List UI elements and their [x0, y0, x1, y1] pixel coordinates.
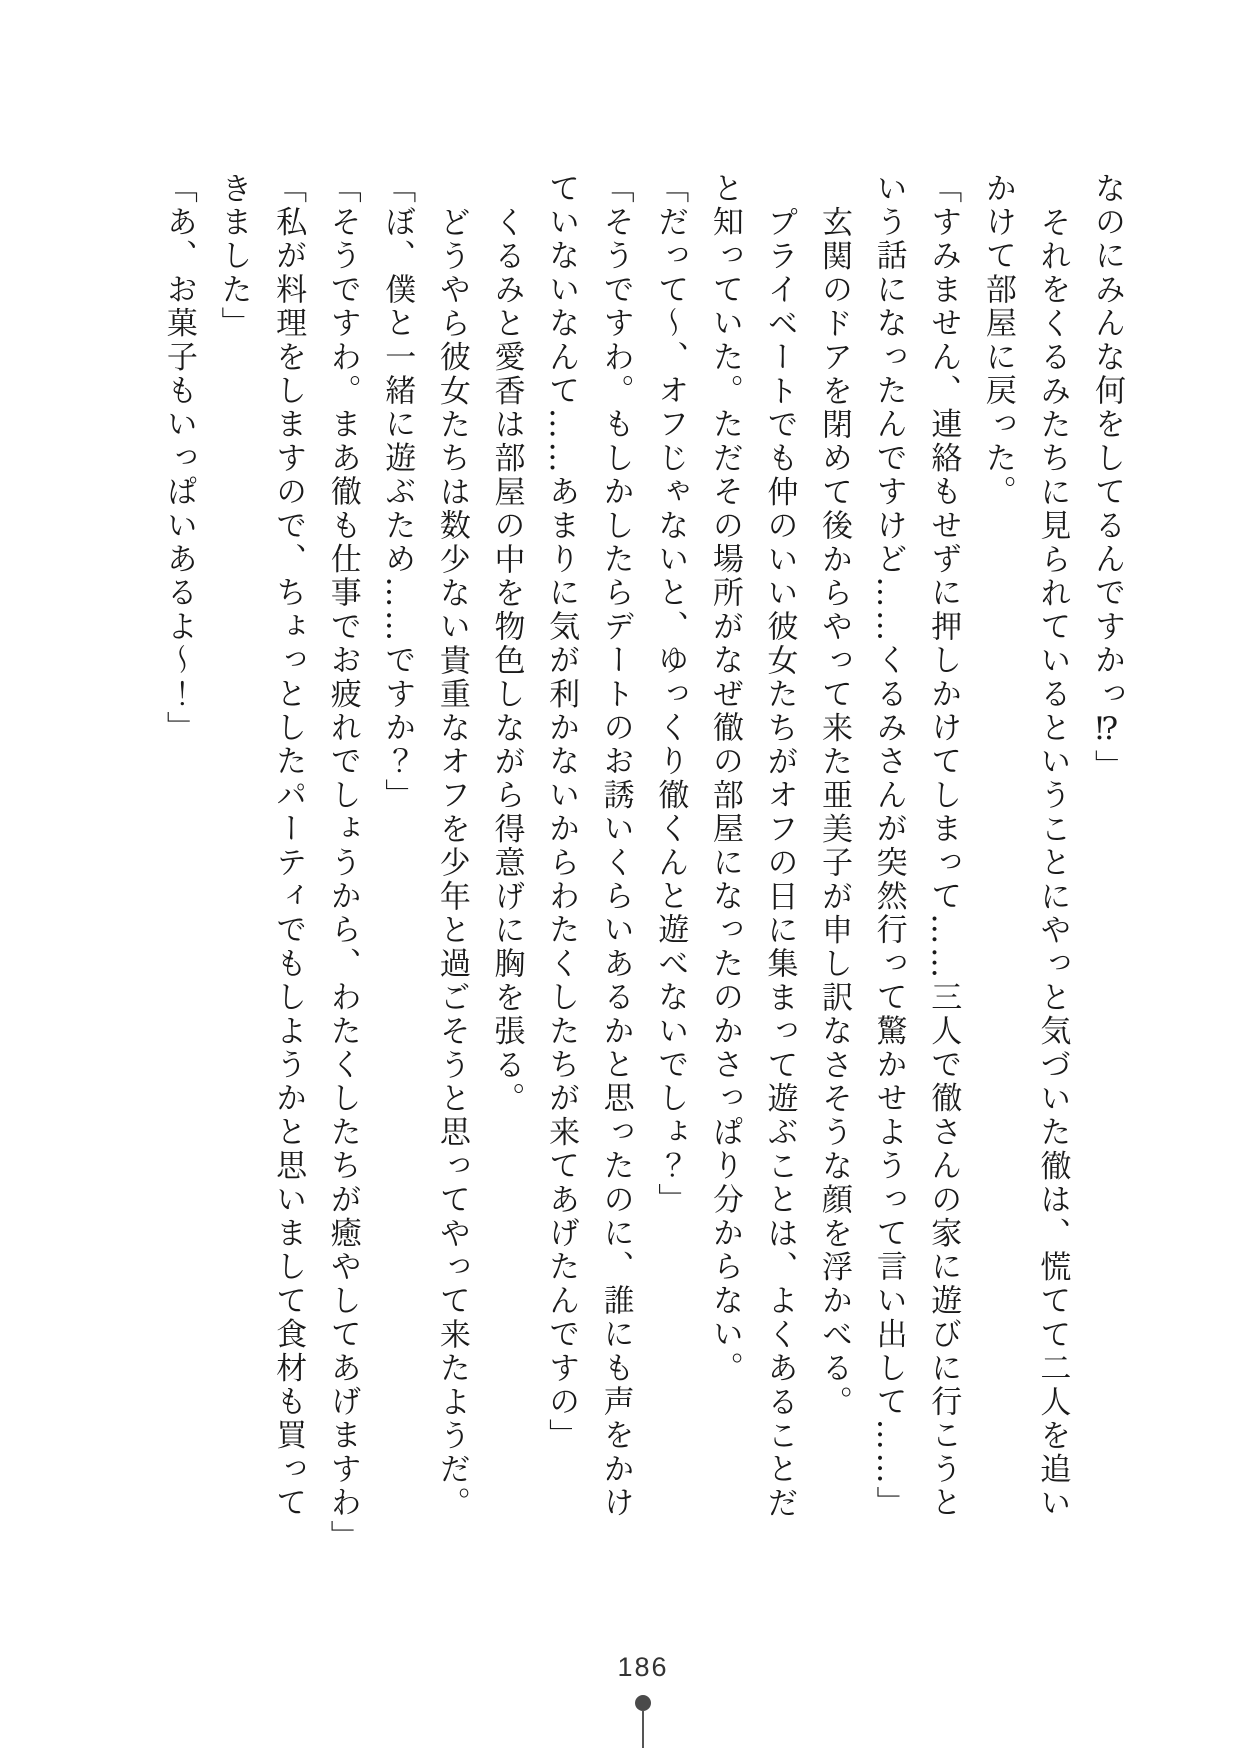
text-column: プライベートでも仲のいい彼女たちがオフの日に集まって遊ぶことは、よくあることだ	[761, 205, 798, 1520]
text-column: 「あ、お菓子もいっぱいあるよ～！」	[160, 172, 197, 745]
text-column: 「私が料理をしますので、ちょっとしたパーティでもしようかと思いまして食材も買って	[270, 172, 307, 1520]
text-column: 「すみません、連絡もせずに押しかけてしまって……三人で徹さんの家に遊びに行こうと	[925, 172, 962, 1520]
text-column: くるみと愛香は部屋の中を物色しながら得意げに胸を張る。	[488, 205, 525, 1116]
text-column: 「だって～、オフじゃないと、ゆっくり徹くんと遊べないでしょ？」	[652, 172, 689, 1217]
text-block	[151, 172, 1134, 1562]
section-marker-dot-icon	[635, 1695, 651, 1711]
text-column: 「ぼ、僕と一緒に遊ぶため……ですか？」	[379, 172, 416, 813]
text-column: それをくるみたちに見られているということにやっと気づいた徹は、慌てて二人を追い	[1034, 205, 1071, 1520]
text-column: きました」	[215, 172, 252, 341]
text-column: かけて部屋に戻った。	[979, 172, 1016, 509]
text-column: 玄関のドアを閉めて後からやって来た亜美子が申し訳なさそうな顔を浮かべる。	[816, 205, 853, 1419]
section-marker-line	[642, 1710, 644, 1748]
page-number: 186	[617, 1652, 669, 1682]
text-column: 「そうですわ。もしかしたらデートのお誘いくらいあるかと思ったのに、誰にも声をかけ	[597, 172, 634, 1520]
text-column: 「そうですわ。まあ徹も仕事でお疲れでしょうから、わたくしたちが癒やしてあげますわ」	[324, 172, 361, 1554]
text-column: なのにみんな何をしてるんですかっ⁉」	[1089, 172, 1125, 784]
text-column: いう話になったんですけど……くるみさんが突然行って驚かせようって言い出して……」	[870, 172, 907, 1520]
text-column: どうやら彼女たちは数少ない貴重なオフを少年と過ごそうと思ってやって来たようだ。	[433, 205, 470, 1520]
text-column: ていないなんて……あまりに気が利かないからわたくしたちが来てあげたんですの」	[543, 172, 580, 1453]
text-column: と知っていた。ただその場所がなぜ徹の部屋になったのかさっぱり分からない。	[706, 172, 743, 1386]
